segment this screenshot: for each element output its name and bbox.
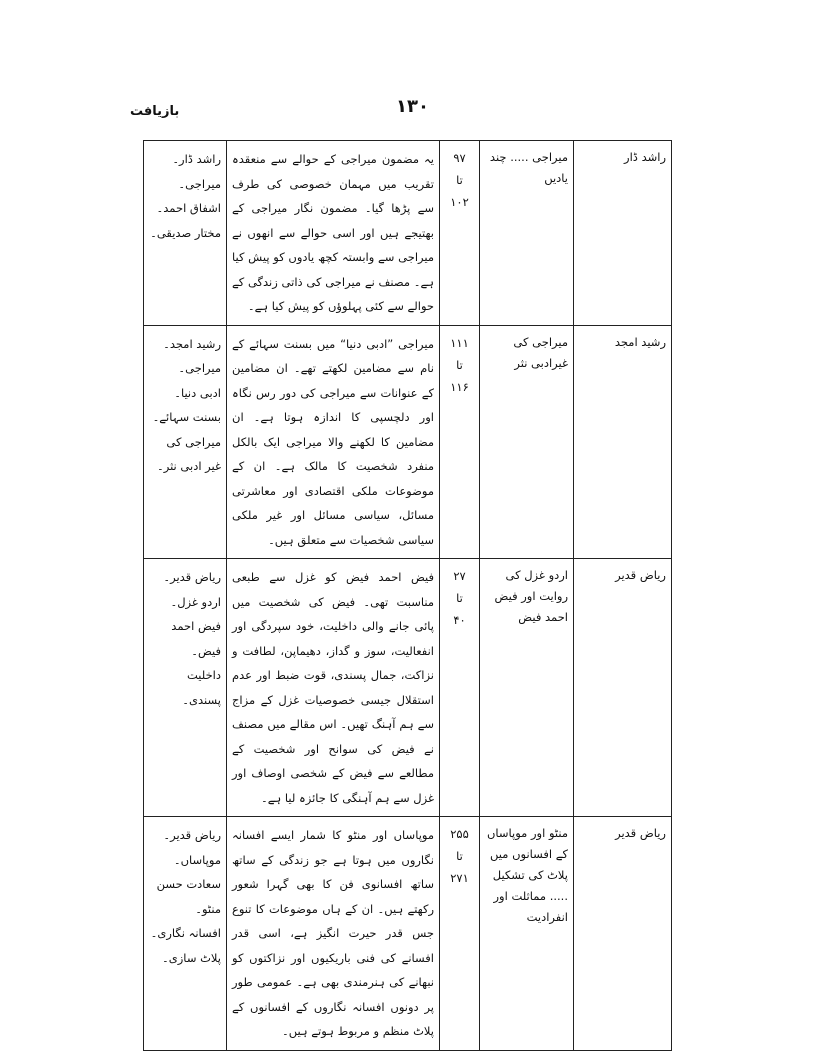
title-cell: منٹو اور موپاساں کے افسانوں میں پلاٹ کی تشکیل ..... مماثلت اور انفرادیت — [480, 817, 574, 1051]
journal-title: بازیافت — [130, 104, 180, 119]
title-cell: اردو غزل کی روایت اور فیض احمد فیض — [480, 559, 574, 817]
keyword: سعادت حسن منٹو۔ — [156, 877, 221, 916]
table-row — [144, 817, 672, 1051]
page-to: ۲۷۱ — [450, 871, 469, 885]
page-from: ۹۷ — [453, 151, 466, 165]
summary-cell: میراجی ”ادبی دنیا“ میں بسنت سہائے کے نام سے مضامین لکھتے تھے۔ ان مضامین کے عنوانات سے میراجی کی دور رس نگاہ اور دلچسپی کا اندازہ ہوتا ہے۔ ان مضامین کا لکھنے والا میراجی ایک بالکل منفرد شخصیت کا مالک ہے۔ ان کے موضوعات ملکی اقتصادی اور معاشرتی مسائل، سیاسی مسائل اور غیر ملکی سیاسی شخصیات سے متعلق ہیں۔ — [227, 325, 440, 559]
author-cell: راشد ڈار — [574, 141, 672, 326]
page-from: ۲۷ — [453, 569, 466, 583]
page-to: ۱۱۶ — [450, 379, 469, 394]
keyword: فیض احمد فیض۔ — [171, 619, 221, 658]
pages-cell — [440, 325, 480, 559]
keyword: مختار صدیقی۔ — [150, 225, 221, 240]
page-to-word: تا — [456, 591, 463, 605]
pages-cell — [440, 141, 480, 326]
title-cell: میراجی ..... چند یادیں — [480, 141, 574, 326]
keyword: ریاض قدیر۔ — [163, 828, 221, 842]
author-cell: ریاض قدیر — [574, 817, 672, 1051]
table-row — [144, 325, 672, 559]
page-from: ۱۱۱ — [450, 335, 469, 350]
pages-cell — [440, 559, 480, 817]
page-to-word: تا — [456, 357, 463, 372]
keywords-cell — [144, 325, 227, 559]
keyword: اشفاق احمد۔ — [156, 201, 221, 215]
title-cell: میراجی کی غیرادبی نثر — [480, 325, 574, 559]
keyword: میراجی کی غیر ادبی نثر۔ — [157, 434, 221, 473]
keyword: پلاٹ سازی۔ — [162, 950, 221, 965]
author-cell: رشید امجد — [574, 325, 672, 559]
table-row — [144, 141, 672, 326]
keyword: ریاض قدیر۔ — [163, 570, 221, 584]
keyword: میراجی۔ — [178, 361, 221, 375]
article-index-table — [143, 140, 672, 1051]
keyword: بسنت سہائے۔ — [152, 410, 221, 424]
page-to: ۱۰۲ — [450, 195, 469, 209]
page-to-word: تا — [456, 173, 463, 187]
keyword: اردو غزل۔ — [170, 594, 221, 609]
author-cell: ریاض قدیر — [574, 559, 672, 817]
keyword: ادبی دنیا۔ — [174, 385, 221, 400]
keyword: داخلیت پسندی۔ — [182, 668, 221, 707]
keywords-cell — [144, 559, 227, 817]
keyword: افسانہ نگاری۔ — [150, 926, 221, 940]
page-number: ۱۳۰ — [396, 96, 429, 117]
page-from: ۲۵۵ — [450, 827, 469, 841]
keywords-cell — [144, 817, 227, 1051]
summary-cell: فیض احمد فیض کو غزل سے طبعی مناسبت تھی۔ فیض کی شخصیت میں پائی جانے والی داخلیت، خود سپردگی اور انفعالیت، سوز و گداز، دھیماپن، لطافت و نزاکت، جمال پسندی، قوت ضبط اور عدم استقلال جیسی خصوصیات غزل کے مزاج سے ہم آہنگ تھیں۔ اس مقالے میں مصنف نے فیض کی سوانح اور شخصیت کے مطالعے سے فیض کے شخصی اوصاف اور غزل سے ہم آہنگی کا جائزہ لیا ہے۔ — [227, 559, 440, 817]
keyword: رشید امجد۔ — [163, 336, 221, 351]
page-to: ۴۰ — [453, 613, 466, 627]
pages-cell — [440, 817, 480, 1051]
keywords-cell — [144, 141, 227, 326]
table-row — [144, 559, 672, 817]
keyword: راشد ڈار۔ — [172, 152, 221, 166]
summary-cell: یہ مضمون میراجی کے حوالے سے منعقدہ تقریب میں مہمان خصوصی کی طرف سے پڑھا گیا۔ مضمون نگار میراجی کے بھتیجے ہیں اور اسی حوالے سے انھوں نے میراجی سے وابستہ کچھ یادوں کو پیش کیا ہے۔ مصنف نے میراجی کی ذاتی زندگی کے حوالے سے کئی پہلوؤں کو پیش کیا ہے۔ — [227, 141, 440, 326]
summary-cell: موپاساں اور منٹو کا شمار ایسے افسانہ نگاروں میں ہوتا ہے جو زندگی کے ساتھ ساتھ افسانوی فن کا بھی گہرا شعور رکھتے ہیں۔ ان کے ہاں موضوعات کا تنوع جس قدر حیرت انگیز ہے، اسی قدر افسانے کی فنی باریکیوں اور نزاکتوں کو نبھانے کی ہنرمندی بھی ہے۔ عمومی طور پر دونوں افسانہ نگاروں کے افسانوں کے پلاٹ منظم و مربوط ہوتے ہیں۔ — [227, 817, 440, 1051]
page-to-word: تا — [456, 849, 463, 863]
keyword: موپاساں۔ — [173, 852, 221, 867]
keyword: میراجی۔ — [178, 176, 221, 191]
